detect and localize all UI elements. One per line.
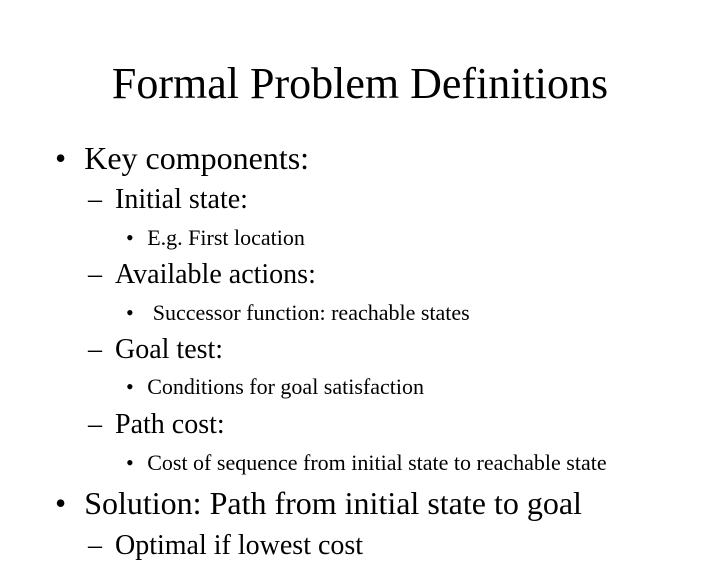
- detail-first-location: [126, 225, 305, 251]
- dash-marker: –: [88, 530, 102, 561]
- detail-cost-of-sequence: [126, 450, 607, 476]
- sub-item-initial-state: [88, 184, 248, 216]
- dash-marker: –: [88, 259, 102, 290]
- sub-item-text: Path cost:: [115, 409, 225, 440]
- bullet-key-components: [55, 140, 309, 176]
- sub-item-text: Goal test:: [115, 334, 224, 365]
- bullet-marker: •: [126, 450, 134, 475]
- detail-goal-conditions: [126, 374, 424, 400]
- sub-item-optimal: [88, 530, 363, 562]
- detail-text: Cost of sequence from initial state to reachable state: [147, 450, 607, 475]
- bullet-text: Key components:: [84, 140, 310, 176]
- slide-title: Formal Problem Definitions: [111, 59, 609, 108]
- bullet-solution: [55, 485, 582, 521]
- detail-text: Successor function: reachable states: [147, 300, 470, 325]
- bullet-marker: •: [55, 140, 67, 176]
- sub-item-available-actions: [88, 259, 316, 291]
- bullet-marker: •: [126, 300, 134, 325]
- bullet-marker: •: [55, 485, 67, 521]
- sub-item-text: Initial state:: [115, 184, 248, 215]
- dash-marker: –: [88, 184, 102, 215]
- detail-text: E.g. First location: [147, 225, 305, 250]
- sub-item-text: Optimal if lowest cost: [115, 530, 364, 561]
- dash-marker: –: [88, 334, 102, 365]
- bullet-text: Solution: Path from initial state to goal: [84, 485, 582, 521]
- sub-item-path-cost: [88, 409, 225, 441]
- detail-successor-function: [126, 300, 470, 326]
- bullet-marker: •: [126, 374, 134, 399]
- sub-item-text: Available actions:: [115, 259, 316, 290]
- dash-marker: –: [88, 409, 102, 440]
- detail-text: Conditions for goal satisfaction: [147, 374, 424, 399]
- bullet-marker: •: [126, 225, 134, 250]
- sub-item-goal-test: [88, 334, 223, 366]
